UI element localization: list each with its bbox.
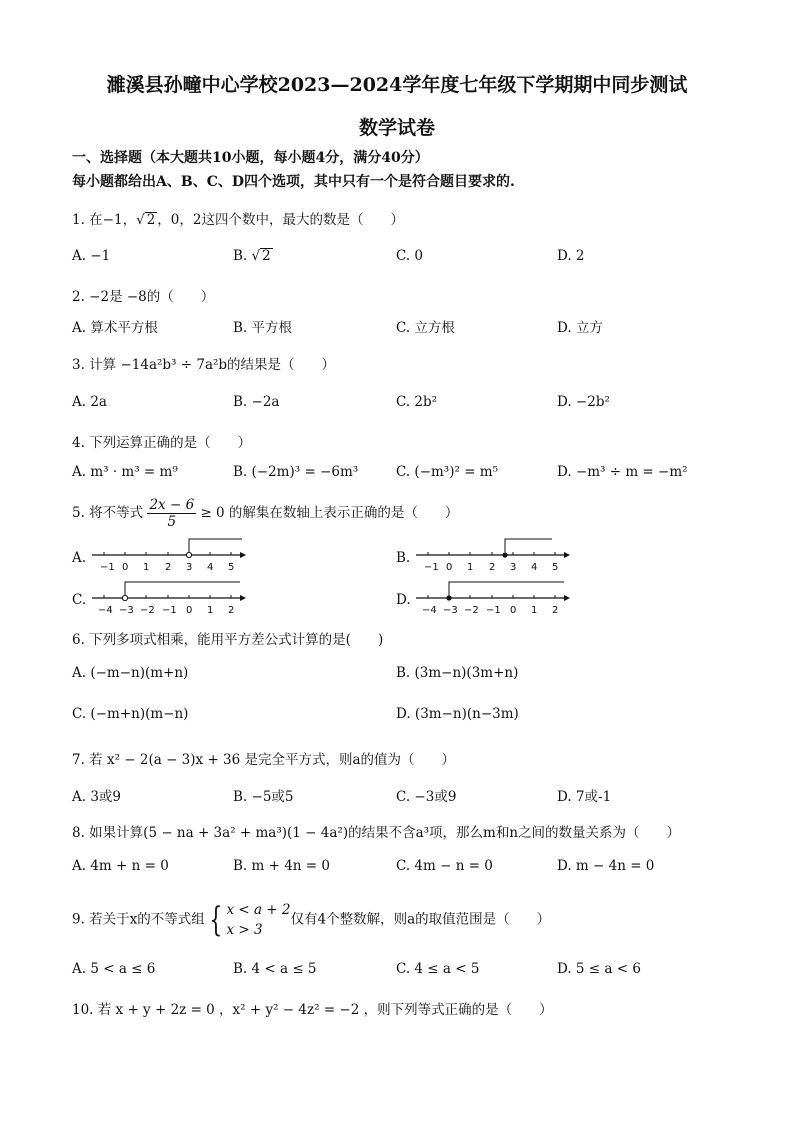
question-5 xyxy=(72,497,458,530)
tick-label: −4 xyxy=(422,605,437,616)
q9-option-a[interactable]: A. 5 < a ≤ 6 xyxy=(72,961,156,977)
q4-option-c[interactable]: C. (−m³)² = m⁵ xyxy=(396,464,499,480)
q1-sep: ， xyxy=(122,212,137,228)
q4-option-d[interactable]: D. −m³ ÷ m = −m² xyxy=(557,464,688,480)
tick-label: 2 xyxy=(165,562,172,573)
tick-label: 1 xyxy=(467,562,474,573)
q9-system xyxy=(226,900,290,940)
tick-label: 0 xyxy=(122,562,129,573)
q9-option-c[interactable]: C. 4 ≤ a < 5 xyxy=(396,961,480,977)
q8-option-a[interactable]: A. 4m + n = 0 xyxy=(72,858,169,874)
tick-label: 1 xyxy=(207,605,214,616)
tick-label: 0 xyxy=(510,605,517,616)
tick-label: 2 xyxy=(552,605,559,616)
tick-label: 2 xyxy=(489,562,496,573)
section-instruction: 每小题都给出A、B、C、D四个选项，其中只有一个是符合题目要求的. xyxy=(72,174,515,190)
q3-option-a[interactable]: A. 2a xyxy=(72,394,107,410)
q9-prefix: 9. 若关于x的不等式组 xyxy=(72,911,205,928)
tick-label: 3 xyxy=(186,562,193,573)
tick-label: −2 xyxy=(464,605,479,616)
tick-label: 3 xyxy=(510,562,517,573)
q1-option-d[interactable]: D. 2 xyxy=(557,248,585,264)
exam-title: 濉溪县孙疃中心学校2023—2024学年度七年级下学期期中同步测试 xyxy=(106,74,688,96)
q8-option-c[interactable]: C. 4m − n = 0 xyxy=(396,858,493,874)
question-4: 4. 下列运算正确的是（ ） xyxy=(72,435,252,451)
q1-prefix: 1. 在 xyxy=(72,212,103,228)
q5-option-d[interactable]: D. xyxy=(396,592,411,608)
q1-sqrt: 2 xyxy=(146,212,156,228)
question-7: 7. 若 x² − 2(a − 3)x + 36 是完全平方式，则a的值为（ ） xyxy=(72,752,456,768)
exam-subtitle: 数学试卷 xyxy=(358,117,435,139)
q9-rest: 仅有4个整数解，则a的取值范围是（ ） xyxy=(290,911,551,928)
tick-label: 0 xyxy=(186,605,193,616)
q9-option-b[interactable]: B. 4 < a ≤ 5 xyxy=(233,961,317,977)
q9-line-2: x > 3 xyxy=(226,922,263,938)
q5-numerator: 2x − 6 xyxy=(149,497,195,513)
tick-label: 4 xyxy=(531,562,538,573)
tick-label: −4 xyxy=(98,605,113,616)
q8-option-b[interactable]: B. m + 4n = 0 xyxy=(233,858,330,874)
tick-label: −1 xyxy=(486,605,501,616)
q5-denominator: 5 xyxy=(167,514,177,530)
number-line-a[interactable] xyxy=(90,535,250,573)
question-2: 2. −2是 −8的（ ） xyxy=(72,289,215,305)
q7-option-d[interactable]: D. 7或-1 xyxy=(557,789,612,805)
number-line-c[interactable] xyxy=(90,578,250,616)
tick-label: 1 xyxy=(531,605,538,616)
question-6: 6. 下列多项式相乘，能用平方差公式计算的是( ) xyxy=(72,632,384,648)
q5-fraction xyxy=(147,497,196,530)
tick-label: −3 xyxy=(443,605,458,616)
q2-option-d[interactable]: D. 立方 xyxy=(557,320,603,336)
left-brace-icon: { xyxy=(209,900,223,940)
q9-option-d[interactable]: D. 5 ≤ a < 6 xyxy=(557,961,641,977)
tick-label: −2 xyxy=(140,605,155,616)
number-line-d[interactable] xyxy=(414,578,574,616)
q8-option-d[interactable]: D. m − 4n = 0 xyxy=(557,858,655,874)
q5-prefix: 5. 将不等式 xyxy=(72,505,144,521)
q1-n1: −1 xyxy=(102,212,123,228)
q1-option-c[interactable]: C. 0 xyxy=(396,248,424,264)
q3-option-b[interactable]: B. −2a xyxy=(233,394,280,410)
q4-option-a[interactable]: A. m³ · m³ = m⁹ xyxy=(72,464,178,480)
tick-label: 2 xyxy=(228,605,235,616)
q7-option-a[interactable]: A. 3或9 xyxy=(72,789,122,805)
tick-label: 4 xyxy=(207,562,214,573)
question-1: 1. 在−1，√ 2 ，0，2这四个数中，最大的数是（ ） xyxy=(72,212,404,228)
tick-label: 5 xyxy=(228,562,235,573)
q3-option-d[interactable]: D. −2b² xyxy=(557,394,610,410)
question-8: 8. 如果计算(5 − na + 3a² + ma³)(1 − 4a²)的结果不含a³项，那么m和n之间的数量关系为（ ） xyxy=(72,825,681,841)
q5-option-b[interactable]: B. xyxy=(396,550,411,566)
q5-option-c[interactable]: C. xyxy=(72,592,87,608)
q2-option-b[interactable]: B. 平方根 xyxy=(233,320,293,336)
q9-line-1: x < a + 2 xyxy=(226,902,291,918)
number-line-b[interactable] xyxy=(414,535,574,573)
q4-option-b[interactable]: B. (−2m)³ = −6m³ xyxy=(233,464,359,480)
q1-rest: ，0，2这四个数中，最大的数是（ ） xyxy=(157,212,404,228)
tick-label: −3 xyxy=(119,605,134,616)
question-9 xyxy=(72,900,550,940)
q7-option-b[interactable]: B. −5或5 xyxy=(233,789,294,805)
q6-option-c[interactable]: C. (−m+n)(m−n) xyxy=(72,706,189,722)
q3-option-c[interactable]: C. 2b² xyxy=(396,394,438,410)
q1-option-b-radicand: 2 xyxy=(262,248,271,264)
q6-option-d[interactable]: D. (3m−n)(n−3m) xyxy=(396,706,519,722)
q1-option-b[interactable]: B. √ 2 xyxy=(233,248,271,264)
tick-label: −1 xyxy=(424,562,439,573)
tick-label: 1 xyxy=(143,562,150,573)
tick-label: 0 xyxy=(446,562,453,573)
tick-label: −1 xyxy=(100,562,115,573)
q1-option-b-label: B. xyxy=(233,248,252,264)
section-heading: 一、选择题（本大题共10小题，每小题4分，满分40分） xyxy=(72,150,429,166)
q5-rest: ≥ 0 的解集在数轴上表示正确的是（ ） xyxy=(200,505,459,521)
q7-option-c[interactable]: C. −3或9 xyxy=(396,789,457,805)
q6-option-b[interactable]: B. (3m−n)(3m+n) xyxy=(396,665,519,681)
question-10: 10. 若 x + y + 2z = 0 ，x² + y² − 4z² = −2 ，则下列等式正确的是（ ） xyxy=(72,1002,553,1018)
question-3: 3. 计算 −14a²b³ ÷ 7a²b的结果是（ ） xyxy=(72,357,336,373)
q1-option-a[interactable]: A. −1 xyxy=(72,248,111,264)
q6-option-a[interactable]: A. (−m−n)(m+n) xyxy=(72,665,189,681)
q5-option-a[interactable]: A. xyxy=(72,550,87,566)
tick-label: −1 xyxy=(162,605,177,616)
q2-option-c[interactable]: C. 立方根 xyxy=(396,320,455,336)
tick-label: 5 xyxy=(552,562,559,573)
q2-option-a[interactable]: A. 算术平方根 xyxy=(72,320,158,336)
